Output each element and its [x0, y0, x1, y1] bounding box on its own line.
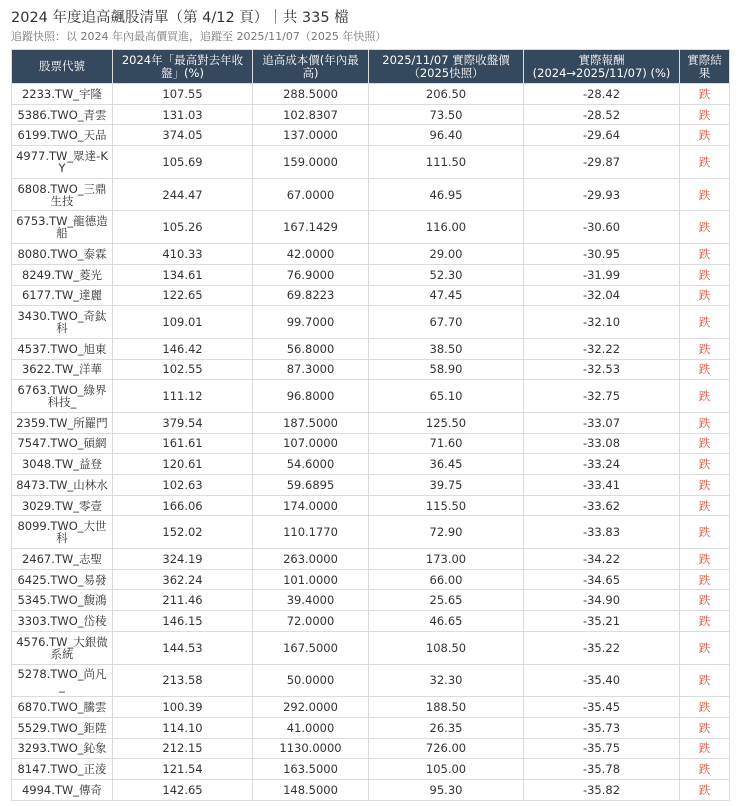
- cell-return: -35.40: [524, 664, 680, 697]
- table-row: [12, 549, 730, 570]
- cell-stock-code: 3293.TWO_鈊象: [12, 738, 113, 759]
- cell-return: -35.73: [524, 717, 680, 738]
- cell-return: -29.87: [524, 146, 680, 179]
- cell-stock-code: 3048.TW_益登: [12, 454, 113, 475]
- cell-stock-code: 8099.TWO_大世科: [12, 516, 113, 549]
- cell-return: -34.22: [524, 549, 680, 570]
- cell-close-price: 46.65: [369, 611, 524, 632]
- cell-cost-price: 69.8223: [253, 285, 369, 306]
- cell-close-price: 188.50: [369, 697, 524, 718]
- cell-high-pct: 122.65: [113, 285, 253, 306]
- cell-high-pct: 244.47: [113, 178, 253, 211]
- cell-result: 跌: [680, 359, 730, 380]
- cell-cost-price: 54.6000: [253, 454, 369, 475]
- cell-stock-code: 6199.TWO_天品: [12, 125, 113, 146]
- cell-close-price: 26.35: [369, 717, 524, 738]
- table-row: [12, 611, 730, 632]
- cell-high-pct: 144.53: [113, 631, 253, 664]
- cell-stock-code: 5386.TWO_青雲: [12, 104, 113, 125]
- cell-close-price: 72.90: [369, 516, 524, 549]
- cell-result: 跌: [680, 104, 730, 125]
- cell-high-pct: 105.26: [113, 211, 253, 244]
- cell-cost-price: 174.0000: [253, 495, 369, 516]
- cell-close-price: 47.45: [369, 285, 524, 306]
- cell-stock-code: 2233.TW_宇隆: [12, 84, 113, 105]
- column-header-result[interactable]: 實際結果: [680, 50, 730, 84]
- cell-return: -29.64: [524, 125, 680, 146]
- table-row: [12, 412, 730, 433]
- table-row: [12, 738, 730, 759]
- cell-cost-price: 56.8000: [253, 338, 369, 359]
- cell-close-price: 115.50: [369, 495, 524, 516]
- cell-high-pct: 374.05: [113, 125, 253, 146]
- cell-stock-code: 6753.TW_龍德造船: [12, 211, 113, 244]
- cell-return: -32.10: [524, 306, 680, 339]
- cell-return: -30.60: [524, 211, 680, 244]
- cell-return: -35.82: [524, 779, 680, 800]
- cell-close-price: 66.00: [369, 569, 524, 590]
- cell-high-pct: 121.54: [113, 759, 253, 780]
- cell-cost-price: 41.0000: [253, 717, 369, 738]
- column-header-close[interactable]: 2025/11/07 實際收盤價（2025快照）: [369, 50, 524, 84]
- table-row: [12, 516, 730, 549]
- cell-high-pct: 102.63: [113, 475, 253, 496]
- table-row: [12, 380, 730, 413]
- cell-result: 跌: [680, 549, 730, 570]
- cell-result: 跌: [680, 454, 730, 475]
- cell-result: 跌: [680, 611, 730, 632]
- cell-close-price: 52.30: [369, 264, 524, 285]
- cell-result: 跌: [680, 664, 730, 697]
- cell-high-pct: 213.58: [113, 664, 253, 697]
- cell-high-pct: 120.61: [113, 454, 253, 475]
- cell-return: -33.62: [524, 495, 680, 516]
- cell-cost-price: 187.5000: [253, 412, 369, 433]
- cell-result: 跌: [680, 380, 730, 413]
- cell-return: -31.99: [524, 264, 680, 285]
- page-title: 2024 年度追高飆股清單（第 4/12 頁）｜共 335 檔: [11, 10, 349, 26]
- cell-return: -35.75: [524, 738, 680, 759]
- cell-cost-price: 101.0000: [253, 569, 369, 590]
- cell-result: 跌: [680, 590, 730, 611]
- cell-high-pct: 100.39: [113, 697, 253, 718]
- cell-result: 跌: [680, 84, 730, 105]
- cell-cost-price: 59.6895: [253, 475, 369, 496]
- table-row: [12, 244, 730, 265]
- cell-return: -29.93: [524, 178, 680, 211]
- table-row: [12, 697, 730, 718]
- cell-close-price: 67.70: [369, 306, 524, 339]
- cell-close-price: 105.00: [369, 759, 524, 780]
- cell-return: -32.53: [524, 359, 680, 380]
- cell-cost-price: 110.1770: [253, 516, 369, 549]
- cell-close-price: 65.10: [369, 380, 524, 413]
- cell-result: 跌: [680, 412, 730, 433]
- cell-cost-price: 167.1429: [253, 211, 369, 244]
- table-row: [12, 664, 730, 697]
- cell-high-pct: 131.03: [113, 104, 253, 125]
- cell-return: -28.52: [524, 104, 680, 125]
- cell-close-price: 726.00: [369, 738, 524, 759]
- table-row: [12, 495, 730, 516]
- cell-result: 跌: [680, 211, 730, 244]
- cell-stock-code: 2467.TW_志聖: [12, 549, 113, 570]
- cell-cost-price: 163.5000: [253, 759, 369, 780]
- table-row: [12, 454, 730, 475]
- table-row: [12, 285, 730, 306]
- cell-stock-code: 5278.TWO_尚凡_: [12, 664, 113, 697]
- table-row: [12, 475, 730, 496]
- cell-stock-code: 2359.TW_所羅門: [12, 412, 113, 433]
- cell-high-pct: 410.33: [113, 244, 253, 265]
- cell-result: 跌: [680, 285, 730, 306]
- cell-high-pct: 146.15: [113, 611, 253, 632]
- table-row: [12, 359, 730, 380]
- cell-cost-price: 67.0000: [253, 178, 369, 211]
- cell-close-price: 73.50: [369, 104, 524, 125]
- cell-return: -33.83: [524, 516, 680, 549]
- page-subtitle: 追蹤快照：以 2024 年內最高價買進，追蹤至 2025/11/07（2025 年快照）: [11, 30, 387, 43]
- table-header-row: [12, 50, 730, 84]
- table-row: [12, 146, 730, 179]
- cell-close-price: 95.30: [369, 779, 524, 800]
- cell-cost-price: 87.3000: [253, 359, 369, 380]
- cell-stock-code: 5345.TWO_馥鴻: [12, 590, 113, 611]
- cell-cost-price: 76.9000: [253, 264, 369, 285]
- cell-stock-code: 3622.TW_洋華: [12, 359, 113, 380]
- cell-stock-code: 6870.TWO_騰雲: [12, 697, 113, 718]
- cell-cost-price: 102.8307: [253, 104, 369, 125]
- table-row: [12, 779, 730, 800]
- table-row: [12, 125, 730, 146]
- cell-cost-price: 292.0000: [253, 697, 369, 718]
- cell-result: 跌: [680, 475, 730, 496]
- cell-high-pct: 142.65: [113, 779, 253, 800]
- cell-high-pct: 134.61: [113, 264, 253, 285]
- cell-result: 跌: [680, 433, 730, 454]
- cell-close-price: 29.00: [369, 244, 524, 265]
- table-row: [12, 264, 730, 285]
- cell-stock-code: 6763.TWO_綠界科技_: [12, 380, 113, 413]
- cell-high-pct: 166.06: [113, 495, 253, 516]
- cell-return: -33.08: [524, 433, 680, 454]
- cell-stock-code: 3029.TW_零壹: [12, 495, 113, 516]
- cell-result: 跌: [680, 146, 730, 179]
- cell-cost-price: 148.5000: [253, 779, 369, 800]
- cell-stock-code: 4994.TW_傳奇: [12, 779, 113, 800]
- cell-close-price: 46.95: [369, 178, 524, 211]
- cell-close-price: 108.50: [369, 631, 524, 664]
- cell-high-pct: 379.54: [113, 412, 253, 433]
- table-row: [12, 569, 730, 590]
- cell-cost-price: 39.4000: [253, 590, 369, 611]
- cell-close-price: 25.65: [369, 590, 524, 611]
- table-row: [12, 104, 730, 125]
- cell-close-price: 173.00: [369, 549, 524, 570]
- cell-high-pct: 105.69: [113, 146, 253, 179]
- cell-result: 跌: [680, 178, 730, 211]
- cell-close-price: 206.50: [369, 84, 524, 105]
- cell-stock-code: 6808.TWO_三鼎生技: [12, 178, 113, 211]
- cell-result: 跌: [680, 779, 730, 800]
- cell-return: -32.04: [524, 285, 680, 306]
- cell-result: 跌: [680, 759, 730, 780]
- cell-cost-price: 167.5000: [253, 631, 369, 664]
- cell-high-pct: 102.55: [113, 359, 253, 380]
- cell-high-pct: 161.61: [113, 433, 253, 454]
- cell-high-pct: 212.15: [113, 738, 253, 759]
- cell-stock-code: 7547.TWO_碩網: [12, 433, 113, 454]
- cell-stock-code: 4977.TW_眾達-KY: [12, 146, 113, 179]
- cell-stock-code: 3430.TWO_奇鈦科: [12, 306, 113, 339]
- column-header-code[interactable]: 股票代號: [12, 50, 113, 84]
- cell-result: 跌: [680, 569, 730, 590]
- table-header: [12, 50, 730, 84]
- table-row: [12, 433, 730, 454]
- cell-result: 跌: [680, 125, 730, 146]
- cell-high-pct: 111.12: [113, 380, 253, 413]
- cell-close-price: 111.50: [369, 146, 524, 179]
- table-row: [12, 84, 730, 105]
- cell-close-price: 96.40: [369, 125, 524, 146]
- cell-stock-code: 8147.TWO_正淩: [12, 759, 113, 780]
- cell-cost-price: 42.0000: [253, 244, 369, 265]
- cell-result: 跌: [680, 244, 730, 265]
- cell-close-price: 36.45: [369, 454, 524, 475]
- table-row: [12, 178, 730, 211]
- cell-result: 跌: [680, 495, 730, 516]
- cell-stock-code: 6177.TW_達麗: [12, 285, 113, 306]
- cell-return: -32.22: [524, 338, 680, 359]
- cell-return: -32.75: [524, 380, 680, 413]
- stock-table: [11, 49, 730, 801]
- cell-cost-price: 263.0000: [253, 549, 369, 570]
- cell-result: 跌: [680, 338, 730, 359]
- cell-return: -34.65: [524, 569, 680, 590]
- cell-result: 跌: [680, 717, 730, 738]
- cell-cost-price: 107.0000: [253, 433, 369, 454]
- table-row: [12, 306, 730, 339]
- cell-high-pct: 324.19: [113, 549, 253, 570]
- cell-return: -33.41: [524, 475, 680, 496]
- cell-cost-price: 50.0000: [253, 664, 369, 697]
- cell-cost-price: 72.0000: [253, 611, 369, 632]
- cell-close-price: 32.30: [369, 664, 524, 697]
- cell-return: -33.24: [524, 454, 680, 475]
- cell-return: -30.95: [524, 244, 680, 265]
- cell-cost-price: 137.0000: [253, 125, 369, 146]
- cell-close-price: 38.50: [369, 338, 524, 359]
- cell-result: 跌: [680, 306, 730, 339]
- cell-cost-price: 1130.0000: [253, 738, 369, 759]
- cell-cost-price: 159.0000: [253, 146, 369, 179]
- cell-return: -28.42: [524, 84, 680, 105]
- cell-stock-code: 8473.TW_山林水: [12, 475, 113, 496]
- cell-stock-code: 5529.TWO_鉅陞: [12, 717, 113, 738]
- cell-cost-price: 99.7000: [253, 306, 369, 339]
- table-row: [12, 211, 730, 244]
- table-row: [12, 631, 730, 664]
- table-body: [12, 84, 730, 801]
- cell-result: 跌: [680, 516, 730, 549]
- cell-stock-code: 3303.TWO_岱稜: [12, 611, 113, 632]
- cell-stock-code: 6425.TWO_易發: [12, 569, 113, 590]
- cell-high-pct: 146.42: [113, 338, 253, 359]
- cell-cost-price: 288.5000: [253, 84, 369, 105]
- table-row: [12, 759, 730, 780]
- cell-close-price: 125.50: [369, 412, 524, 433]
- cell-result: 跌: [680, 738, 730, 759]
- column-header-return[interactable]: 實際報酬 (2024→2025/11/07) (%): [524, 50, 680, 84]
- cell-stock-code: 8080.TWO_泰霖: [12, 244, 113, 265]
- cell-close-price: 39.75: [369, 475, 524, 496]
- column-header-pct[interactable]: 2024年「最高對去年收盤」(%): [113, 50, 253, 84]
- cell-return: -35.22: [524, 631, 680, 664]
- cell-cost-price: 96.8000: [253, 380, 369, 413]
- cell-return: -33.07: [524, 412, 680, 433]
- cell-result: 跌: [680, 631, 730, 664]
- column-header-cost[interactable]: 追高成本價(年內最高): [253, 50, 369, 84]
- cell-close-price: 58.90: [369, 359, 524, 380]
- cell-close-price: 116.00: [369, 211, 524, 244]
- cell-return: -35.78: [524, 759, 680, 780]
- cell-high-pct: 152.02: [113, 516, 253, 549]
- table-row: [12, 338, 730, 359]
- cell-stock-code: 4537.TWO_旭東: [12, 338, 113, 359]
- cell-high-pct: 114.10: [113, 717, 253, 738]
- cell-result: 跌: [680, 264, 730, 285]
- cell-return: -35.45: [524, 697, 680, 718]
- table-row: [12, 717, 730, 738]
- table-row: [12, 590, 730, 611]
- cell-return: -34.90: [524, 590, 680, 611]
- cell-return: -35.21: [524, 611, 680, 632]
- cell-high-pct: 362.24: [113, 569, 253, 590]
- cell-high-pct: 107.55: [113, 84, 253, 105]
- cell-stock-code: 8249.TW_菱光: [12, 264, 113, 285]
- cell-result: 跌: [680, 697, 730, 718]
- cell-high-pct: 211.46: [113, 590, 253, 611]
- cell-close-price: 71.60: [369, 433, 524, 454]
- cell-stock-code: 4576.TW_大銀微系統: [12, 631, 113, 664]
- cell-high-pct: 109.01: [113, 306, 253, 339]
